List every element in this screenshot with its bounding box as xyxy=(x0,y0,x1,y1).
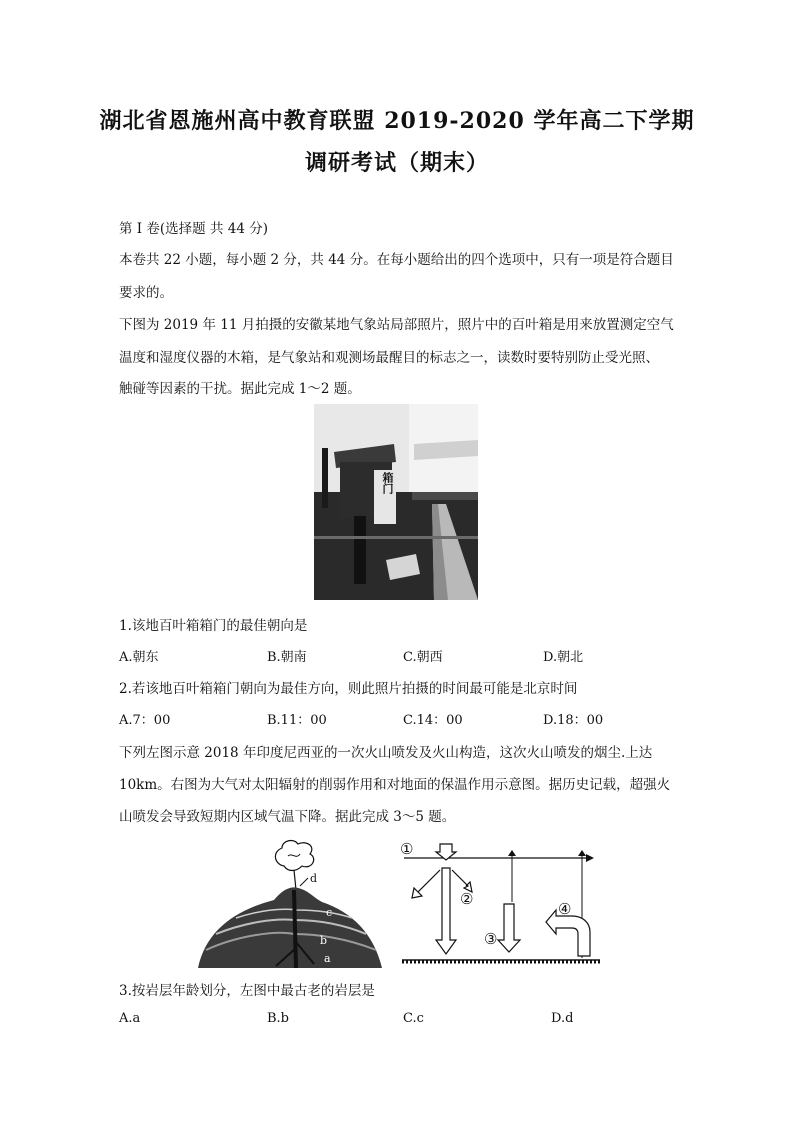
section-intro-line1: 本卷共 22 小题，每小题 2 分，共 44 分。在每小题给出的四个选项中，只有一项是符合题目 xyxy=(119,252,674,268)
q1-option-a[interactable]: A.朝东 xyxy=(119,650,159,665)
atmosphere-radiation-figure xyxy=(396,834,604,970)
passage1-line1: 下图为 2019 年 11 月拍摄的安徽某地气象站局部照片，照片中的百叶箱是用来放置测定空气 xyxy=(119,317,674,333)
q2-stem: 2.若该地百叶箱箱门朝向为最佳方向，则此照片拍摄的时间最可能是北京时间 xyxy=(119,681,578,697)
radiation-label-1: ① xyxy=(400,840,414,858)
q2-option-c[interactable]: C.14：00 xyxy=(403,713,463,728)
section-heading: 第 I 卷(选择题 共 44 分) xyxy=(119,221,269,237)
q3-stem: 3.按岩层年龄划分，左图中最古老的岩层是 xyxy=(119,983,375,999)
q2-option-d[interactable]: D.18：00 xyxy=(543,713,604,728)
q1-option-b[interactable]: B.朝南 xyxy=(267,650,307,665)
weather-station-photo xyxy=(314,404,478,600)
q3-option-c[interactable]: C.c xyxy=(403,1011,424,1026)
q1-option-d[interactable]: D.朝北 xyxy=(543,650,584,665)
passage1-line2: 温度和湿度仪器的木箱，是气象站和观测场最醒目的标志之一，读数时要特别防止受光照、 xyxy=(119,350,659,366)
passage2-line1: 下列左图示意 2018 年印度尼西亚的一次火山喷发及火山构造，这次火山喷发的烟尘.上达 xyxy=(119,745,653,761)
photo-label-box-door: 箱门 xyxy=(381,472,394,494)
q1-stem: 1.该地百叶箱箱门的最佳朝向是 xyxy=(119,618,308,634)
passage2-line2: 10km。右图为大气对太阳辐射的削弱作用和对地面的保温作用示意图。据历史记载，超强火 xyxy=(119,777,671,793)
volcano-label-b: b xyxy=(320,934,328,947)
q3-option-d[interactable]: D.d xyxy=(551,1011,574,1026)
passage2-line3: 山喷发会导致短期内区域气温下降。据此完成 3～5 题。 xyxy=(119,809,456,825)
document-title-line1: 湖北省恩施州高中教育联盟 2019-2020 学年高二下学期 xyxy=(99,108,695,134)
q3-option-b[interactable]: B.b xyxy=(267,1011,290,1026)
volcano-label-c: c xyxy=(326,906,333,919)
q1-options xyxy=(119,646,679,666)
q2-option-b[interactable]: B.11：00 xyxy=(267,713,327,728)
document-title-line2: 调研考试（期末） xyxy=(304,150,489,176)
q1-option-c[interactable]: C.朝西 xyxy=(403,650,443,665)
volcano-label-d: d xyxy=(310,872,318,885)
volcano-structure-figure xyxy=(196,838,386,970)
passage1-line3: 触碰等因素的干扰。据此完成 1～2 题。 xyxy=(119,381,361,397)
q2-option-a[interactable]: A.7：00 xyxy=(119,713,171,728)
radiation-label-2: ② xyxy=(460,890,474,908)
section-intro-line2: 要求的。 xyxy=(119,285,173,301)
q3-option-a[interactable]: A.a xyxy=(119,1011,141,1026)
q2-options xyxy=(119,709,679,729)
radiation-label-4: ④ xyxy=(558,900,572,918)
q3-options xyxy=(119,1011,679,1031)
volcano-label-a: a xyxy=(324,952,331,965)
radiation-label-3: ③ xyxy=(484,930,498,948)
